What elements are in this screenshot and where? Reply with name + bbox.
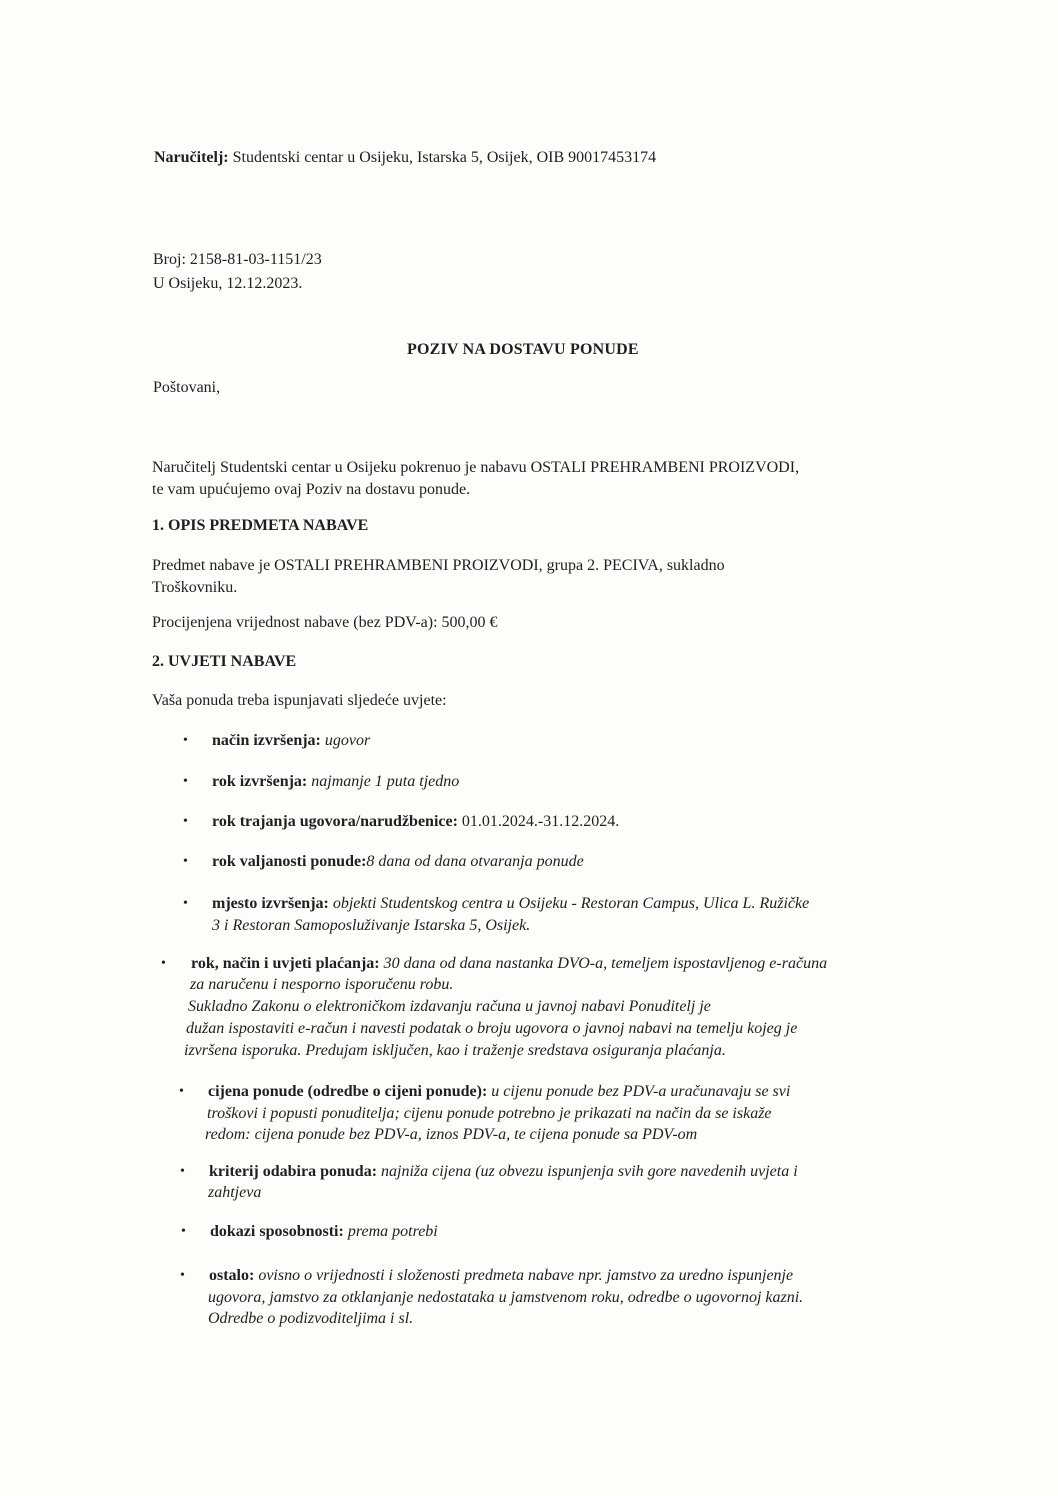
bullet-icon: • <box>183 733 188 748</box>
section-1-heading: 1. OPIS PREDMETA NABAVE <box>152 517 369 534</box>
condition-sep: : <box>481 1083 488 1100</box>
condition-label: rok izvršenja <box>212 773 302 790</box>
bullet-icon: • <box>180 1268 185 1283</box>
condition-item <box>212 893 809 914</box>
condition-item <box>208 1081 790 1102</box>
condition-label: rok, način i uvjeti plaćanja: <box>191 955 380 972</box>
bullet-icon: • <box>183 896 188 911</box>
bullet-icon: • <box>183 854 188 869</box>
condition-value: 8 dana od dana otvaranja ponude <box>366 853 584 870</box>
condition-value-cont: izvršena isporuka. Predujam isključen, kao i traženje sredstava osiguranja plaćanja. <box>184 1042 726 1059</box>
condition-value-cont: Sukladno Zakonu o elektroničkom izdavanju računa u javnoj nabavi Ponuditelj je <box>188 998 711 1015</box>
condition-item <box>209 1265 793 1286</box>
condition-value-cont: za naručenu i nesporno isporučenu robu. <box>190 976 454 993</box>
condition-sep: : <box>452 813 458 830</box>
header-line <box>154 148 656 168</box>
condition-value: 01.01.2024.-31.12.2024. <box>457 813 620 830</box>
condition-value-cont: troškovi i popusti ponuditelja; cijenu ponude potrebno je prikazati na način da se iskaže <box>207 1105 772 1122</box>
condition-value-cont: ugovora, jamstvo za otklanjanje nedostataka u jamstvenom roku, odredbe o ugovornoj kazni. <box>208 1289 804 1306</box>
condition-label: kriterij odabira ponuda: <box>209 1163 378 1180</box>
condition-value-cont: dužan ispostaviti e-račun i navesti podatak o broju ugovora o javnoj nabavi na temelju kojeg je <box>186 1020 798 1037</box>
bullet-icon: • <box>183 814 188 829</box>
condition-value: ugovor <box>320 732 371 749</box>
condition-item <box>212 851 584 872</box>
condition-value-cont: redom: cijena ponude bez PDV-a, iznos PDV-a, te cijena ponude sa PDV-om <box>205 1126 698 1143</box>
condition-label: cijena ponude (odredbe o cijeni ponude) <box>208 1083 482 1100</box>
condition-label: ostalo: <box>209 1267 255 1284</box>
condition-value: objekti Studentskog centra u Osijeku - Restoran Campus, Ulica L. Ružičke <box>328 895 810 912</box>
document-title: POZIV NA DOSTAVU PONUDE <box>407 341 639 358</box>
header-label: Naručitelj: <box>154 149 229 166</box>
condition-value: najniža cijena (uz obvezu ispunjenja svih gore navedenih uvjeta i <box>377 1163 798 1180</box>
condition-label: rok valjanosti ponude <box>212 853 362 870</box>
condition-value: ovisno o vrijednosti i složenosti predmeta nabave npr. jamstvo za uredno ispunjenje <box>254 1267 794 1284</box>
section-1-line-2: Troškovniku. <box>152 579 238 596</box>
condition-value-cont: zahtjeva <box>208 1184 262 1201</box>
salutation: Poštovani, <box>153 379 221 396</box>
condition-item <box>212 771 459 792</box>
estimated-value: Procijenjena vrijednost nabave (bez PDV-a): 500,00 € <box>152 614 498 631</box>
condition-label: dokazi sposobnosti: <box>210 1223 344 1240</box>
bullet-icon: • <box>180 1164 185 1179</box>
condition-sep: : <box>315 732 321 749</box>
section-2-intro: Vaša ponuda treba ispunjavati sljedeće uvjete: <box>152 692 447 709</box>
condition-sep: : <box>301 773 308 790</box>
bullet-icon: • <box>179 1084 184 1099</box>
condition-item <box>210 1221 438 1242</box>
bullet-icon: • <box>183 774 188 789</box>
condition-value-cont: 3 i Restoran Samoposluživanje Istarska 5, Osijek. <box>212 917 531 934</box>
bullet-icon: • <box>161 956 166 971</box>
condition-value-cont: Odredbe o podizvoditeljima i sl. <box>208 1310 414 1327</box>
header-text: Studentski centar u Osijeku, Istarska 5, Osijek, OIB 90017453174 <box>232 149 657 166</box>
condition-item <box>209 1161 798 1182</box>
place-date: U Osijeku, 12.12.2023. <box>153 275 303 292</box>
condition-item <box>191 953 827 974</box>
condition-item <box>212 811 619 832</box>
condition-value: prema potrebi <box>343 1223 438 1240</box>
condition-value: u cijenu ponude bez PDV-a uračunavaju se svi <box>487 1083 791 1100</box>
intro-line-2: te vam upućujemo ovaj Poziv na dostavu ponude. <box>152 481 471 498</box>
document-number: Broj: 2158-81-03-1151/23 <box>153 251 322 268</box>
condition-label: rok trajanja ugovora/narudžbenice <box>212 813 453 830</box>
condition-item <box>212 730 370 751</box>
condition-value: 30 dana od dana nastanka DVO-a, temeljem ispostavljenog e-računa <box>379 955 828 972</box>
condition-value: najmanje 1 puta tjedno <box>307 773 460 790</box>
section-1-line-1: Predmet nabave je OSTALI PREHRAMBENI PROIZVODI, grupa 2. PECIVA, sukladno <box>152 557 725 574</box>
bullet-icon: • <box>181 1224 186 1239</box>
condition-label: način izvršenja <box>212 732 316 749</box>
section-2-heading: 2. UVJETI NABAVE <box>152 653 297 670</box>
condition-sep: : <box>361 853 367 870</box>
condition-label: mjesto izvršenja: <box>212 895 329 912</box>
intro-line-1: Naručitelj Studentski centar u Osijeku pokrenuo je nabavu OSTALI PREHRAMBENI PROIZVODI, <box>152 459 800 476</box>
